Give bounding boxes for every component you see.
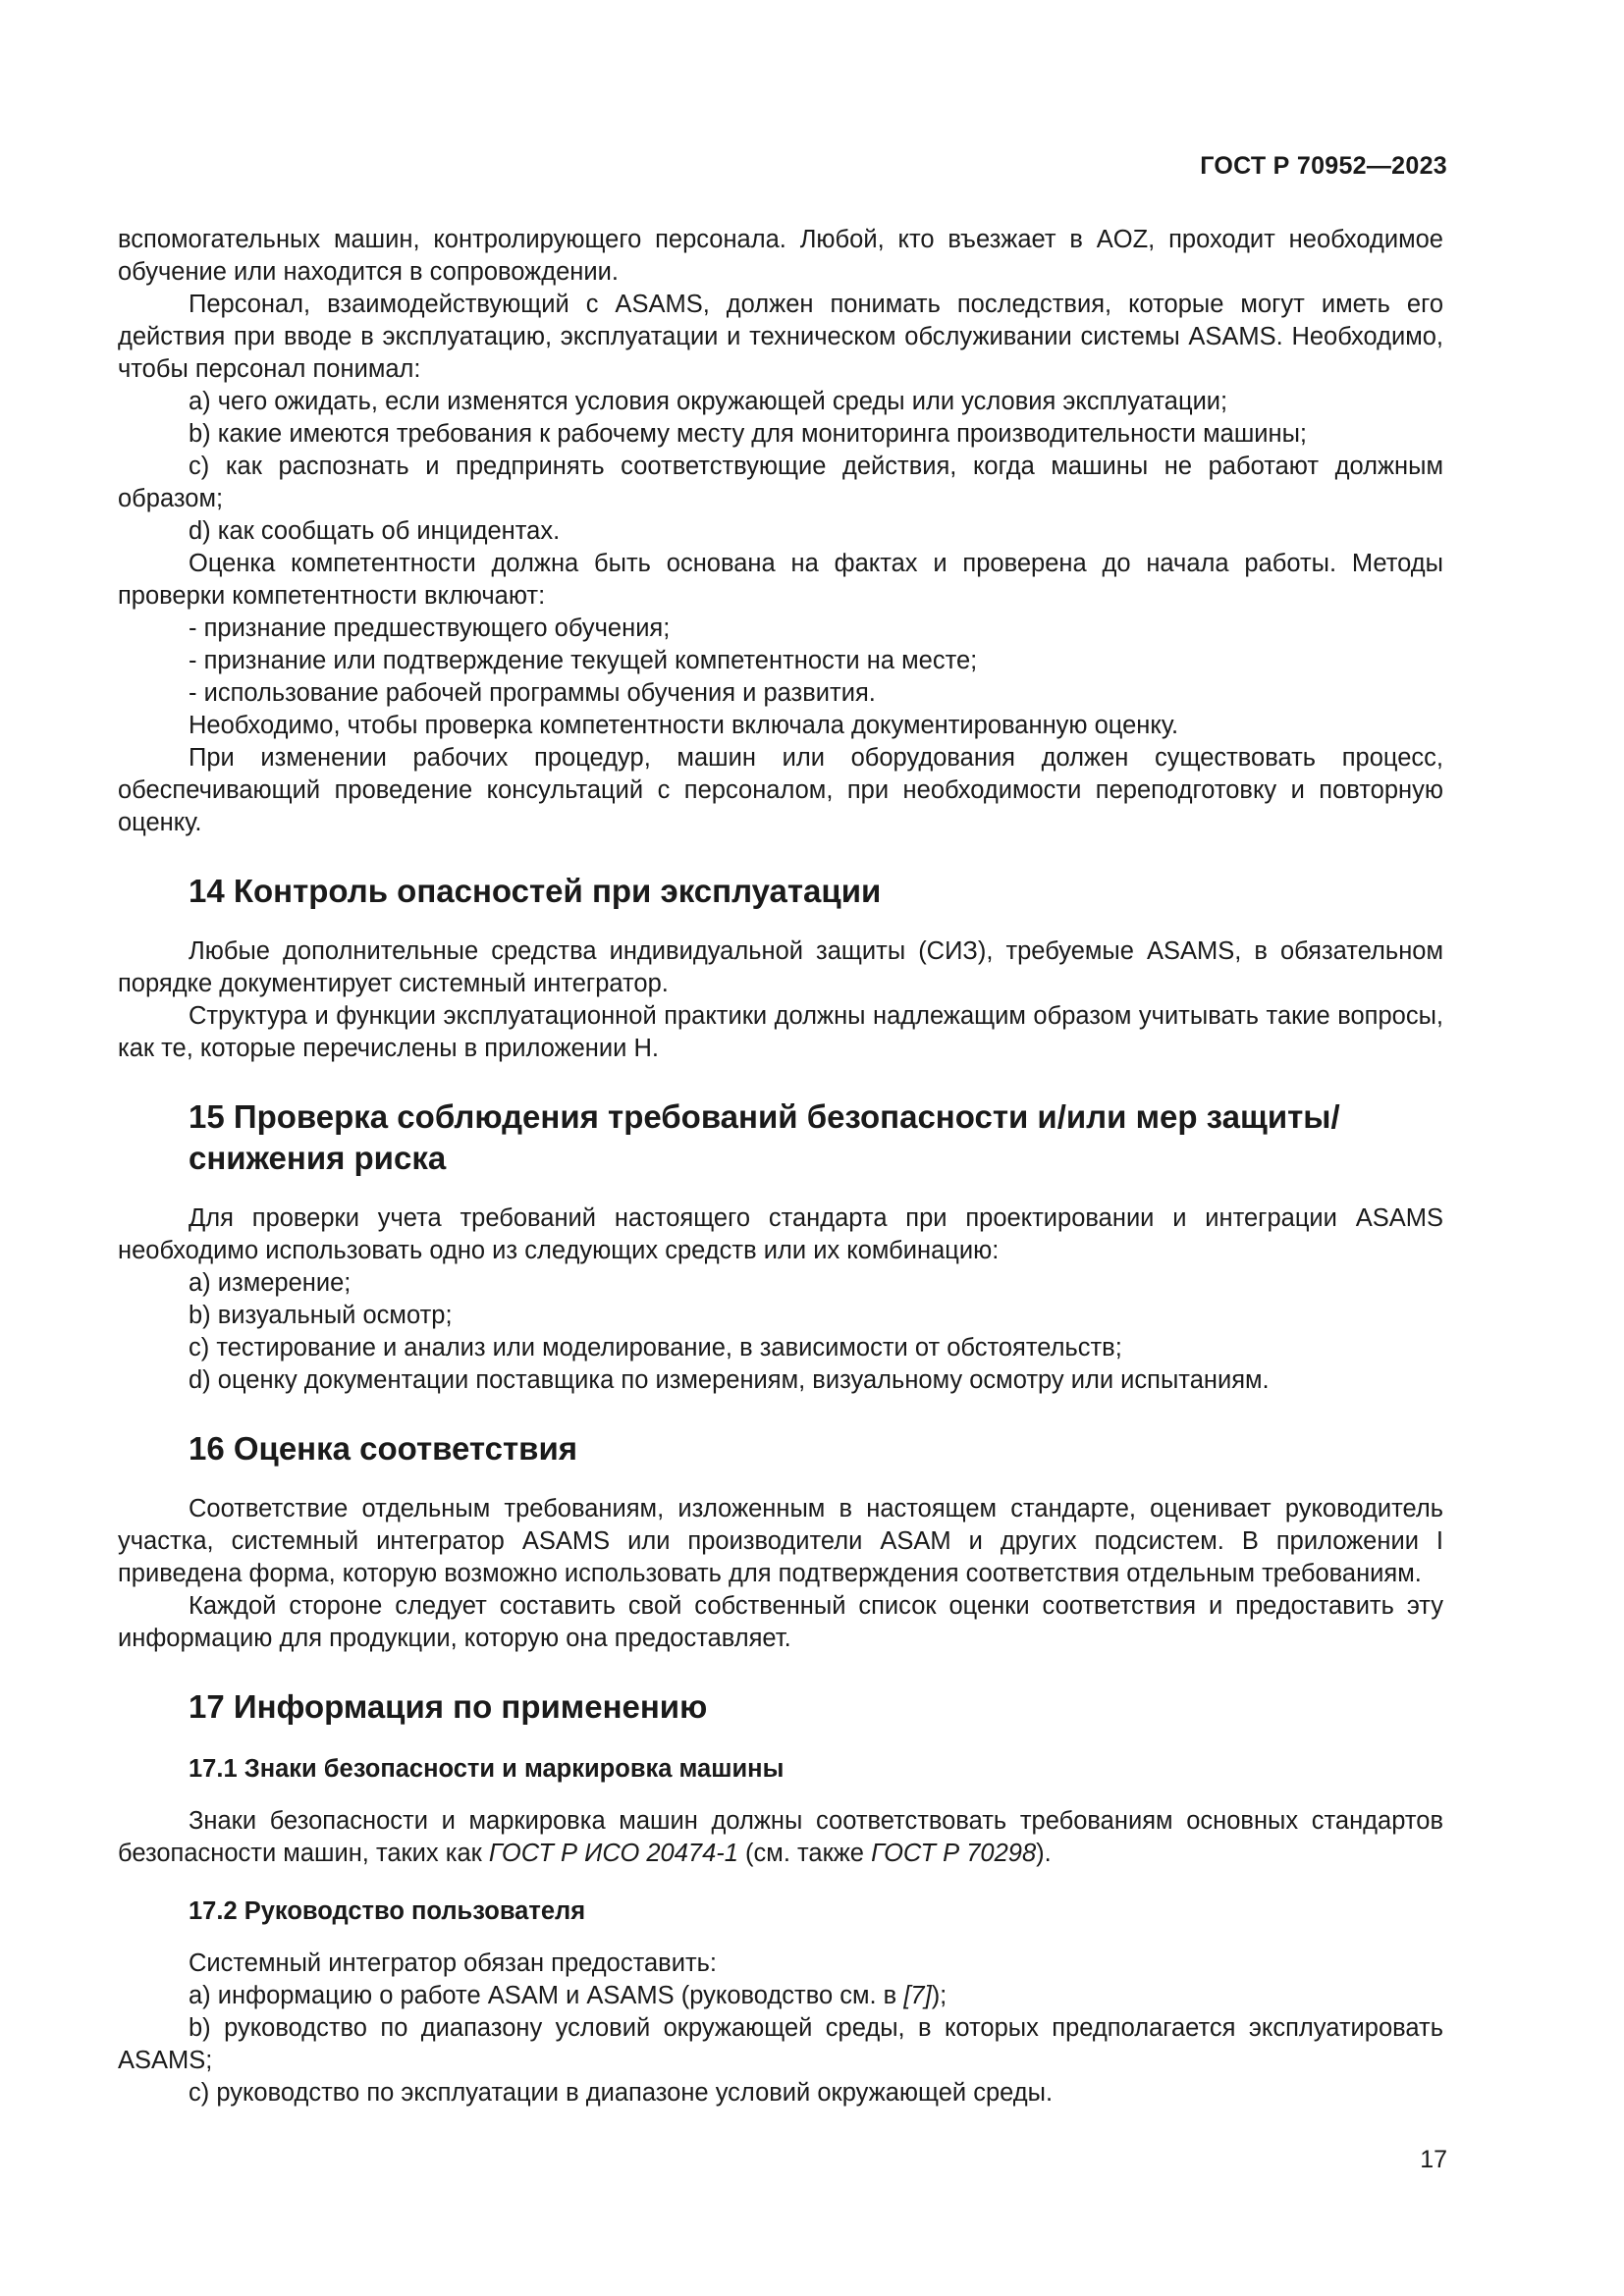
paragraph: Необходимо, чтобы проверка компетентности включала документированную оценку. [189,712,1179,739]
paragraph: Системный интегратор обязан предоставить: [189,1949,718,1977]
list-item: с) руководство по эксплуатации в диапазоне условий окружающей среды. [189,2079,1054,2107]
text-span: ). [1036,1840,1052,1867]
paragraph [118,1805,1443,1870]
paragraph: Персонал, взаимодействующий с ASAMS, должен понимать последствия, которые могут иметь его действия при вводе в эксплуатацию, эксплуатации и техническом обслуживании системы ASAMS. Необходимо, чтобы персонал понимал: [118,291,1443,383]
subsection-17-1-heading: 17.1 Знаки безопасности и маркировка машины [189,1755,785,1783]
paragraph: вспомогательных машин, контролирующего персонала. Любой, кто въезжает в AOZ, проходит необходимое обучение или находится в сопровождении. [118,226,1443,286]
text-span: (см. также [737,1840,872,1867]
standard-header: ГОСТ Р 70952—2023 [1200,152,1447,180]
paragraph: Любые дополнительные средства индивидуальной защиты (СИЗ), требуемые ASAMS, в обязательном порядке документирует системный интегратор. [118,937,1443,997]
list-item: с) как распознать и предпринять соответствующие действия, когда машины не работают должным образом; [118,453,1443,512]
standard-reference: ГОСТ Р 70298 [871,1840,1037,1867]
list-item: b) руководство по диапазону условий окружающей среды, в которых предполагается эксплуатировать ASAMS; [118,2014,1443,2074]
list-item [118,1980,1443,2012]
paragraph: Каждой стороне следует составить свой собственный список оценки соответствия и предоставить эту информацию для продукции, которую она предоставляет. [118,1592,1443,1652]
list-item: - признание или подтверждение текущей компетентности на месте; [189,647,978,674]
paragraph: Для проверки учета требований настоящего стандарта при проектировании и интеграции ASAMS необходимо использовать одно из следующих средств или их комбинацию: [118,1204,1443,1264]
paragraph: Структура и функции эксплуатационной практики должны надлежащим образом учитывать такие вопросы, как те, которые перечислены в приложении Н. [118,1002,1443,1062]
text-span: ); [931,1982,947,2009]
list-item: b) визуальный осмотр; [189,1302,453,1329]
list-item: - признание предшествующего обучения; [189,614,671,642]
section-16-heading: 16 Оценка соответствия [189,1430,577,1467]
paragraph: Оценка компетентности должна быть основана на фактах и проверена до начала работы. Методы проверки компетентности включают: [118,550,1443,610]
list-item: а) измерение; [189,1269,352,1297]
section-17-heading: 17 Информация по применению [189,1688,708,1725]
section-14-heading: 14 Контроль опасностей при эксплуатации [189,873,882,909]
list-item: - использование рабочей программы обучения и развития. [189,679,876,707]
text-span: Знаки безопасности и маркировка машин должны соответствовать требованиям основных стандартов безопасности машин, таких как [118,1807,1443,1867]
text-span: а) информацию о работе ASAM и ASAMS (руководство см. в [189,1982,904,2009]
list-item: а) чего ожидать, если изменятся условия окружающей среды или условия эксплуатации; [189,388,1228,415]
standard-reference: ГОСТ Р ИСО 20474-1 [488,1840,738,1867]
list-item: b) какие имеются требования к рабочему месту для мониторинга производительности машины; [189,420,1308,448]
subsection-17-2-heading: 17.2 Руководство пользователя [189,1897,586,1925]
document-body [118,224,1443,2109]
list-item: d) как сообщать об инцидентах. [189,517,561,545]
section-15-heading: 15 Проверка соблюдения требований безопасности и/или мер защиты/ снижения риска [189,1098,1340,1176]
paragraph: Соответствие отдельным требованиям, изложенным в настоящем стандарте, оценивает руководитель участка, системный интегратор ASAMS или производители ASAM и других подсистем. В приложении I приведена форма, которую возможно использовать для подтверждения соответствия отдельным требованиям. [118,1495,1443,1587]
paragraph: При изменении рабочих процедур, машин или оборудования должен существовать процесс, обеспечивающий проведение консультаций с персоналом, при необходимости переподготовку и повторную оценку. [118,744,1443,836]
list-item: с) тестирование и анализ или моделирование, в зависимости от обстоятельств; [189,1334,1122,1362]
list-item: d) оценку документации поставщика по измерениям, визуальному осмотру или испытаниям. [189,1366,1270,1394]
bibliography-reference: [7] [903,1982,932,2009]
page-number: 17 [1420,2146,1447,2173]
